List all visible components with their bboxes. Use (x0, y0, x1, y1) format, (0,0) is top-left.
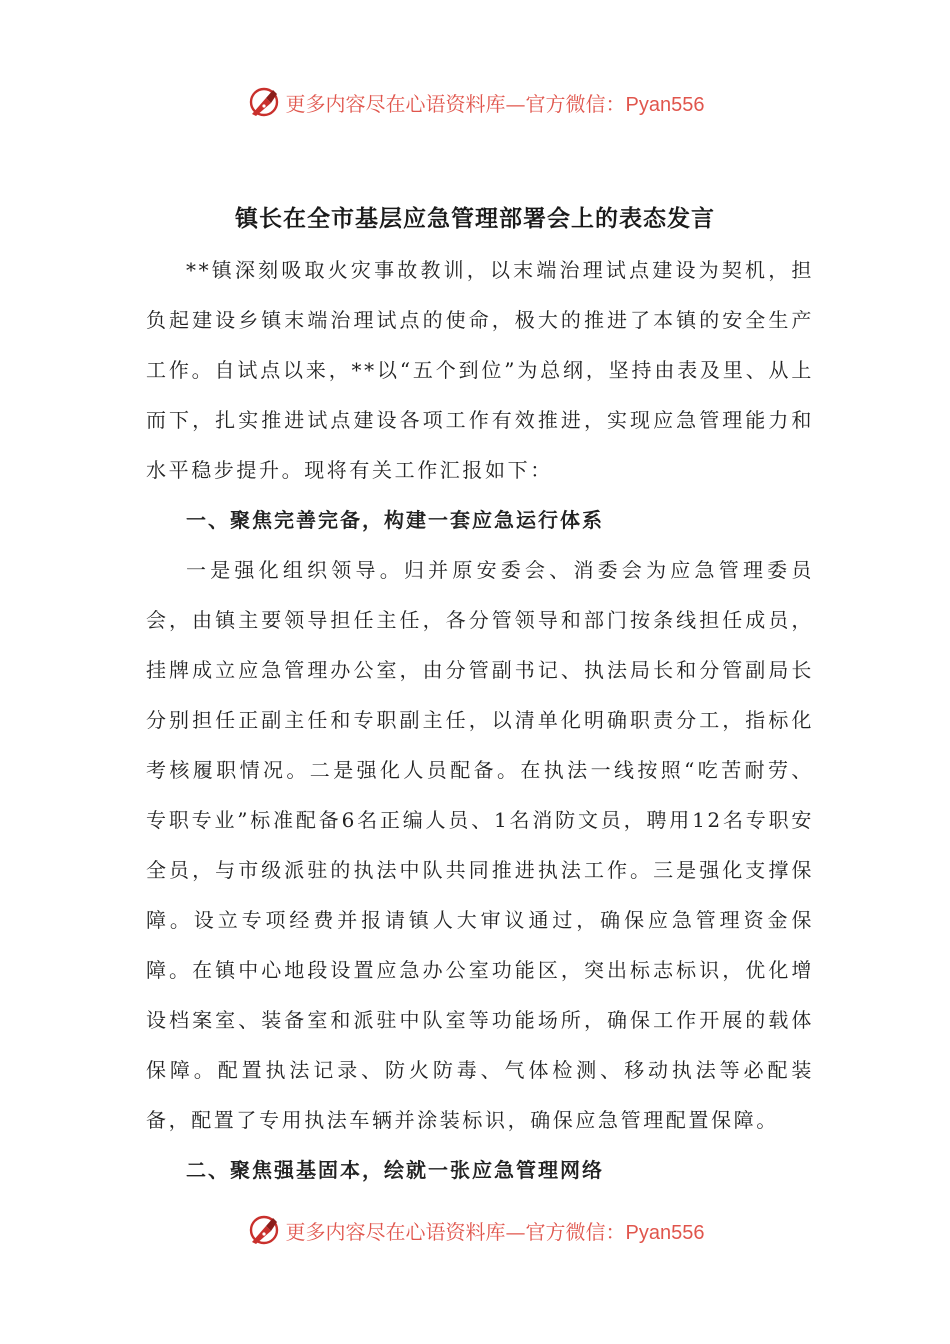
section-heading-2: 二、聚焦强基固本，绘就一张应急管理网络 (186, 1158, 604, 1182)
document-body (146, 245, 814, 1195)
watermark-brand-text: 更多内容尽在心语资料库—官方微信： (285, 1219, 626, 1244)
watermark-banner-bottom (0, 1208, 950, 1252)
pen-nib-logo-icon (246, 1212, 282, 1248)
watermark-text (286, 1216, 705, 1245)
watermark-text (286, 88, 705, 117)
pen-nib-logo-icon (246, 84, 282, 120)
section-1-paragraph: 一是强化组织领导。归并原安委会、消委会为应急管理委员会，由镇主要领导担任主任，各分管领导和部门按条线担任成员，挂牌成立应急管理办公室，由分管副书记、执法局长和分管副局长分别担任正副主任和专职副主任，以清单化明确职责分工，指标化考核履职情况。二是强化人员配备。在执法一线按照“吃苦耐劳、专职专业”标准配备6名正编人员、1名消防文员，聘用12名专职安全员，与市级派驻的执法中队共同推进执法工作。三是强化支撑保障。设立专项经费并报请镇人大审议通过，确保应急管理资金保障。在镇中心地段设置应急办公室功能区，突出标志标识，优化增设档案室、装备室和派驻中队室等功能场所，确保工作开展的载体保障。配置执法记录、防火防毒、气体检测、移动执法等必配装备，配置了专用执法车辆并涂装标识，确保应急管理配置保障。 (146, 558, 814, 1132)
watermark-wechat-id: Pyan556 (625, 93, 705, 116)
document-title: 镇长在全市基层应急管理部署会上的表态发言 (235, 206, 715, 232)
intro-paragraph: **镇深刻吸取火灾事故教训，以末端治理试点建设为契机，担负起建设乡镇末端治理试点的使命，极大的推进了本镇的安全生产工作。自试点以来，**以“五个到位”为总纲，坚持由表及里、从上而下，扎实推进试点建设各项工作有效推进，实现应急管理能力和水平稳步提升。现将有关工作汇报如下： (146, 258, 814, 482)
watermark-brand-text: 更多内容尽在心语资料库—官方微信： (285, 91, 626, 116)
watermark-wechat-id: Pyan556 (625, 1221, 705, 1244)
watermark-banner-top (0, 80, 950, 124)
section-heading-1: 一、聚焦完善完备，构建一套应急运行体系 (186, 508, 604, 532)
